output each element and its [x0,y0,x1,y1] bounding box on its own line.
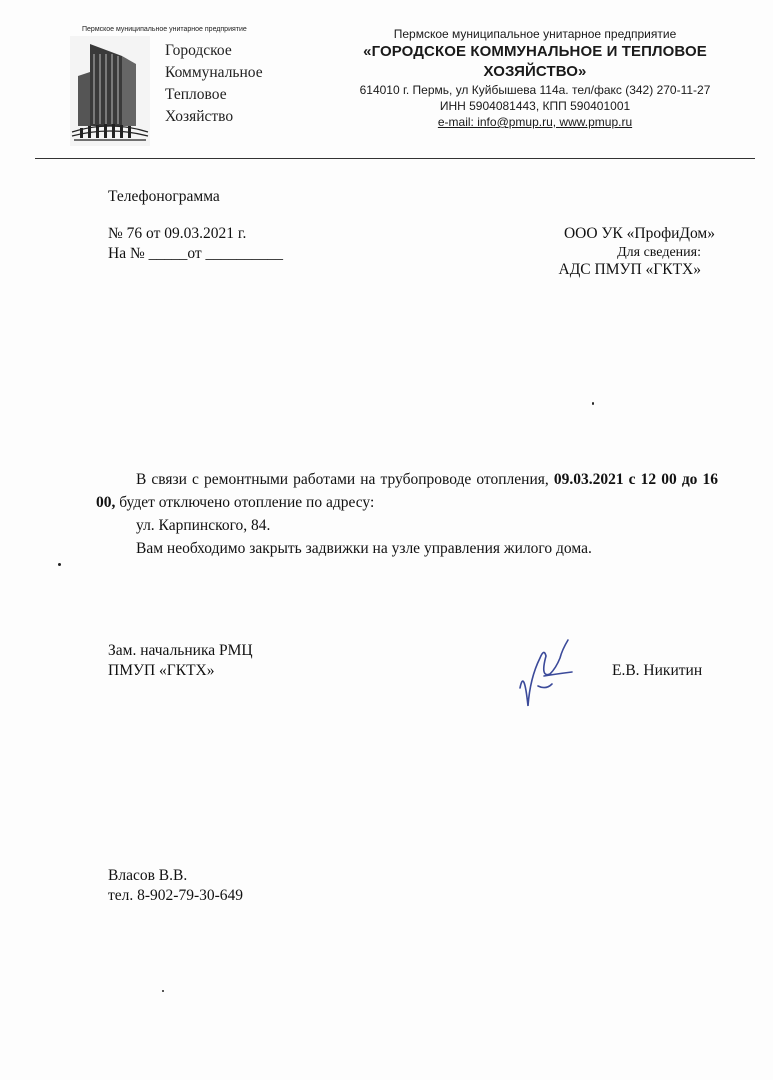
letterhead [310,26,760,130]
org-type: Пермское муниципальное унитарное предприятие [393,27,677,41]
message-instruction: Вам необходимо закрыть задвижки на узле управления жилого дома. [136,540,592,557]
message-address: ул. Карпинского, 84. [136,517,271,534]
org-address: 614010 г. Пермь, ул Куйбышева 114а. тел/факс (342) 270-11-27 [359,83,711,97]
message-date: 09.03.2021 с [553,471,636,488]
logo-name-line: Городское [165,42,232,59]
message-body [96,468,718,560]
org-tax-ids: ИНН 5904081443, КПП 590401001 [439,99,631,113]
contact-name: Власов В.В. [108,867,188,884]
building-logo-icon [70,36,150,146]
org-name: «ГОРОДСКОЕ КОММУНАЛЬНОЕ И ТЕПЛОВОЕ ХОЗЯЙСТВО» [363,43,707,80]
recipient-main: ООО УК «ПрофиДом» [563,225,715,242]
recipient-info-label: Для сведения: [617,245,701,260]
message-text: будет отключено отопление по адресу: [119,494,375,511]
message-text: В связи с ремонтными работами на трубопроводе отопления, [136,471,549,488]
handwritten-signature [510,628,590,718]
recipient-info: АДС ПМУП «ГКТХ» [558,261,701,278]
doc-type: Телефонограмма [108,188,220,205]
logo-name-line: Тепловое [165,86,227,103]
message-paragraph [96,468,718,514]
logo-caption: Пермское муниципальное унитарное предприятие [82,26,247,33]
header-divider [35,158,755,159]
signer-position: Зам. начальника РМЦ [108,642,253,659]
signer-name: Е.В. Никитин [612,662,703,679]
logo-name-line: Хозяйство [165,108,234,125]
doc-reply-to: На № _____от __________ [108,245,284,262]
scan-speck [592,402,594,405]
scan-speck [58,563,61,566]
signer-org: ПМУП «ГКТХ» [108,662,215,679]
doc-number: № 76 от 09.03.2021 г. [108,225,247,242]
message-time: 12 00 до 16 00, [96,471,719,511]
scan-speck [162,990,164,992]
contact-phone: тел. 8-902-79-30-649 [108,887,244,904]
logo-name [165,40,263,128]
logo-name-line: Коммунальное [165,64,263,81]
org-contacts: e-mail: info@pmup.ru, www.pmup.ru [437,115,633,129]
